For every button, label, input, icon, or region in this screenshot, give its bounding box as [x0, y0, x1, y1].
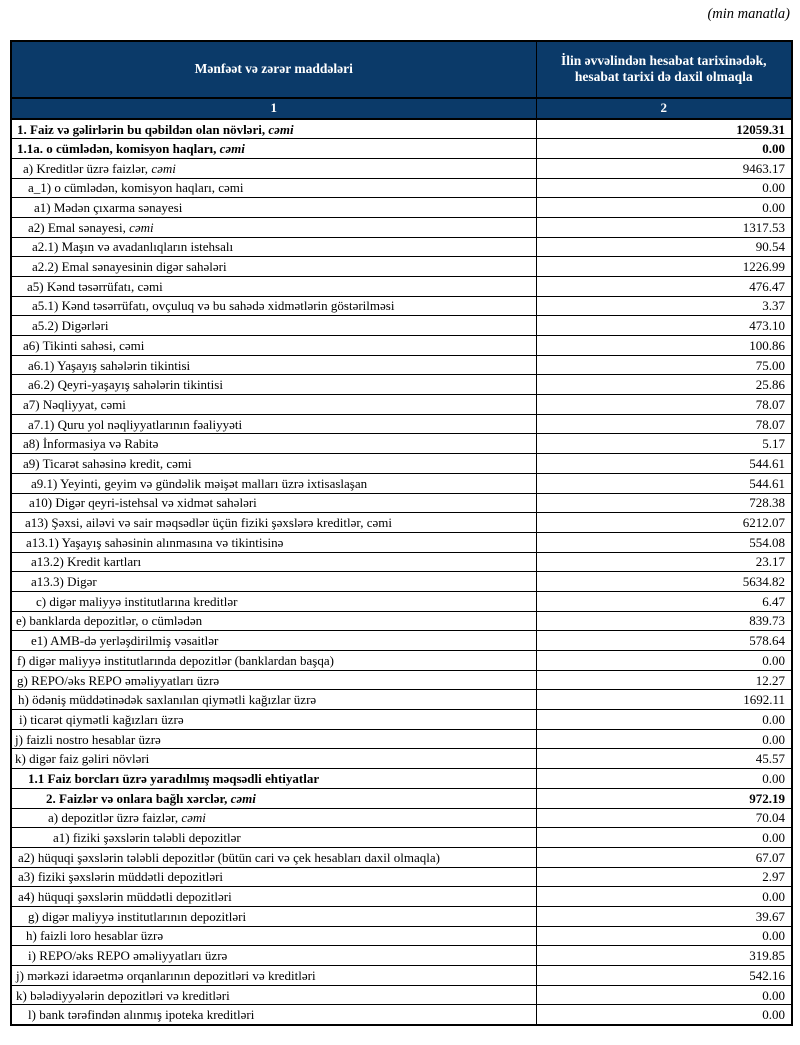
row-label: a6) Tikinti sahəsi, cəmi — [11, 336, 536, 356]
row-value: 3.37 — [536, 296, 792, 316]
row-value: 100.86 — [536, 336, 792, 356]
table-row — [11, 651, 792, 671]
row-label: k) bələdiyyələrin depozitləri və kreditləri — [11, 985, 536, 1005]
row-label: a5.1) Kənd təsərrüfatı, ovçuluq və bu sahədə xidmətlərin göstərilməsi — [11, 296, 536, 316]
row-value: 1226.99 — [536, 257, 792, 277]
table-index-row — [11, 98, 792, 119]
row-value: 554.08 — [536, 532, 792, 552]
table-row — [11, 178, 792, 198]
row-label: g) REPO/əks REPO əməliyyatları üzrə — [11, 670, 536, 690]
row-label: a2) Emal sənayesi, cəmi — [11, 217, 536, 237]
row-label: a6.2) Qeyri-yaşayış sahələrin tikintisi — [11, 375, 536, 395]
table-row — [11, 414, 792, 434]
table-row — [11, 808, 792, 828]
row-label: i) REPO/əks REPO əməliyyatları üzrə — [11, 946, 536, 966]
row-value: 75.00 — [536, 355, 792, 375]
table-row — [11, 513, 792, 533]
row-value: 6212.07 — [536, 513, 792, 533]
row-value: 542.16 — [536, 966, 792, 986]
row-value: 70.04 — [536, 808, 792, 828]
row-label: f) digər maliyyə institutlarında depozitlər (banklardan başqa) — [11, 651, 536, 671]
table-row — [11, 158, 792, 178]
column-index-1: 1 — [11, 98, 536, 119]
row-label: 1.1 Faiz borcları üzrə yaradılmış məqsədli ehtiyatlar — [11, 769, 536, 789]
table-row — [11, 355, 792, 375]
row-value: 319.85 — [536, 946, 792, 966]
row-label: a2.2) Emal sənayesinin digər sahələri — [11, 257, 536, 277]
row-value: 544.61 — [536, 473, 792, 493]
row-value: 578.64 — [536, 631, 792, 651]
table-row — [11, 729, 792, 749]
row-value: 78.07 — [536, 414, 792, 434]
table-row — [11, 198, 792, 218]
row-label: a9) Ticarət sahəsinə kredit, cəmi — [11, 454, 536, 474]
row-label: g) digər maliyyə institutlarının depozitləri — [11, 906, 536, 926]
row-label: h) ödəniş müddətinədək saxlanılan qiymətli kağızlar üzrə — [11, 690, 536, 710]
row-value: 544.61 — [536, 454, 792, 474]
table-row — [11, 631, 792, 651]
row-value: 0.00 — [536, 651, 792, 671]
table-row — [11, 985, 792, 1005]
table-row — [11, 257, 792, 277]
table-row — [11, 847, 792, 867]
row-value: 0.00 — [536, 178, 792, 198]
profit-loss-table — [10, 40, 793, 1026]
row-value: 2.97 — [536, 867, 792, 887]
table-row — [11, 926, 792, 946]
row-label: a2.1) Maşın və avadanlıqların istehsalı — [11, 237, 536, 257]
row-value: 12059.31 — [536, 119, 792, 139]
table-row — [11, 828, 792, 848]
table-header — [11, 41, 792, 119]
row-value: 6.47 — [536, 591, 792, 611]
column-header-items: Mənfəət və zərər maddələri — [11, 41, 536, 98]
row-label: e) banklarda depozitlər, o cümlədən — [11, 611, 536, 631]
row-label: a13.1) Yaşayış sahəsinin alınmasına və tikintisinə — [11, 532, 536, 552]
column-header-period: İlin əvvəlindən hesabat tarixinədək, hesabat tarixi də daxil olmaqla — [536, 41, 792, 98]
row-label: j) faizli nostro hesablar üzrə — [11, 729, 536, 749]
row-value: 1692.11 — [536, 690, 792, 710]
row-value: 0.00 — [536, 198, 792, 218]
row-value: 0.00 — [536, 887, 792, 907]
table-row — [11, 749, 792, 769]
row-label: a7.1) Quru yol nəqliyyatlarının fəaliyyəti — [11, 414, 536, 434]
row-value: 39.67 — [536, 906, 792, 926]
row-label: i) ticarət qiymətli kağızları üzrə — [11, 710, 536, 730]
table-row — [11, 296, 792, 316]
row-label: a9.1) Yeyinti, geyim və gündəlik məişət malları üzrə ixtisaslaşan — [11, 473, 536, 493]
row-value: 25.86 — [536, 375, 792, 395]
row-label: a) Kreditlər üzrə faizlər, cəmi — [11, 158, 536, 178]
table-row — [11, 454, 792, 474]
table-row — [11, 670, 792, 690]
row-value: 0.00 — [536, 985, 792, 1005]
row-value: 45.57 — [536, 749, 792, 769]
row-value: 839.73 — [536, 611, 792, 631]
table-row — [11, 906, 792, 926]
row-value: 90.54 — [536, 237, 792, 257]
table-row — [11, 493, 792, 513]
table-row — [11, 276, 792, 296]
row-value: 9463.17 — [536, 158, 792, 178]
row-value: 476.47 — [536, 276, 792, 296]
row-value: 972.19 — [536, 788, 792, 808]
row-label: a4) hüquqi şəxslərin müddətli depozitləri — [11, 887, 536, 907]
row-label: a6.1) Yaşayış sahələrin tikintisi — [11, 355, 536, 375]
table-row — [11, 237, 792, 257]
row-value: 23.17 — [536, 552, 792, 572]
row-value: 473.10 — [536, 316, 792, 336]
table-row — [11, 867, 792, 887]
row-label: l) bank tərəfindən alınmış ipoteka kreditləri — [11, 1005, 536, 1025]
row-label: 1. Faiz və gəlirlərin bu qəbildən olan növləri, cəmi — [11, 119, 536, 139]
table-row — [11, 316, 792, 336]
row-label: a5.2) Digərləri — [11, 316, 536, 336]
row-label: j) mərkəzi idarəetmə orqanlarının depozitləri və kreditləri — [11, 966, 536, 986]
row-label: a5) Kənd təsərrüfatı, cəmi — [11, 276, 536, 296]
row-label: a_1) o cümlədən, komisyon haqları, cəmi — [11, 178, 536, 198]
table-row — [11, 473, 792, 493]
table-row — [11, 591, 792, 611]
table-row — [11, 395, 792, 415]
row-label: a1) Mədən çıxarma sənayesi — [11, 198, 536, 218]
row-label: c) digər maliyyə institutlarına kreditlər — [11, 591, 536, 611]
row-label: 2. Faizlər və onlara bağlı xərclər, cəmi — [11, 788, 536, 808]
row-value: 12.27 — [536, 670, 792, 690]
row-label: a13.3) Digər — [11, 572, 536, 592]
table-row — [11, 552, 792, 572]
table-row — [11, 887, 792, 907]
table-row — [11, 217, 792, 237]
table-row — [11, 611, 792, 631]
row-value: 0.00 — [536, 729, 792, 749]
row-value: 0.00 — [536, 139, 792, 159]
table-body — [11, 119, 792, 1025]
row-label: a3) fiziki şəxslərin müddətli depozitləri — [11, 867, 536, 887]
table-row — [11, 769, 792, 789]
row-label: a13.2) Kredit kartları — [11, 552, 536, 572]
row-label: h) faizli loro hesablar üzrə — [11, 926, 536, 946]
row-label: a7) Nəqliyyat, cəmi — [11, 395, 536, 415]
table-header-row — [11, 41, 792, 98]
row-label: a) depozitlər üzrə faizlər, cəmi — [11, 808, 536, 828]
table-row — [11, 119, 792, 139]
row-label: a13) Şəxsi, ailəvi və sair məqsədlər üçün fiziki şəxslərə kreditlər, cəmi — [11, 513, 536, 533]
row-label: a2) hüquqi şəxslərin tələbli depozitlər (bütün cari və çek hesabları daxil olmaqla) — [11, 847, 536, 867]
table-row — [11, 946, 792, 966]
table-row — [11, 434, 792, 454]
table-row — [11, 966, 792, 986]
row-value: 78.07 — [536, 395, 792, 415]
row-value: 0.00 — [536, 769, 792, 789]
row-label: e1) AMB-də yerləşdirilmiş vəsaitlər — [11, 631, 536, 651]
table-row — [11, 1005, 792, 1025]
table-row — [11, 710, 792, 730]
row-value: 0.00 — [536, 710, 792, 730]
row-label: k) digər faiz gəliri növləri — [11, 749, 536, 769]
row-value: 67.07 — [536, 847, 792, 867]
row-label: a8) İnformasiya və Rabitə — [11, 434, 536, 454]
row-value: 1317.53 — [536, 217, 792, 237]
column-index-2: 2 — [536, 98, 792, 119]
row-label: a10) Digər qeyri-istehsal və xidmət sahələri — [11, 493, 536, 513]
table-row — [11, 690, 792, 710]
table-row — [11, 788, 792, 808]
row-value: 5.17 — [536, 434, 792, 454]
table-row — [11, 139, 792, 159]
table-row — [11, 572, 792, 592]
table-row — [11, 532, 792, 552]
unit-note: (min manatla) — [707, 6, 790, 22]
row-label: 1.1a. o cümlədən, komisyon haqları, cəmi — [11, 139, 536, 159]
table-row — [11, 336, 792, 356]
table-row — [11, 375, 792, 395]
row-value: 0.00 — [536, 1005, 792, 1025]
row-value: 728.38 — [536, 493, 792, 513]
row-label: a1) fiziki şəxslərin tələbli depozitlər — [11, 828, 536, 848]
row-value: 5634.82 — [536, 572, 792, 592]
row-value: 0.00 — [536, 926, 792, 946]
row-value: 0.00 — [536, 828, 792, 848]
